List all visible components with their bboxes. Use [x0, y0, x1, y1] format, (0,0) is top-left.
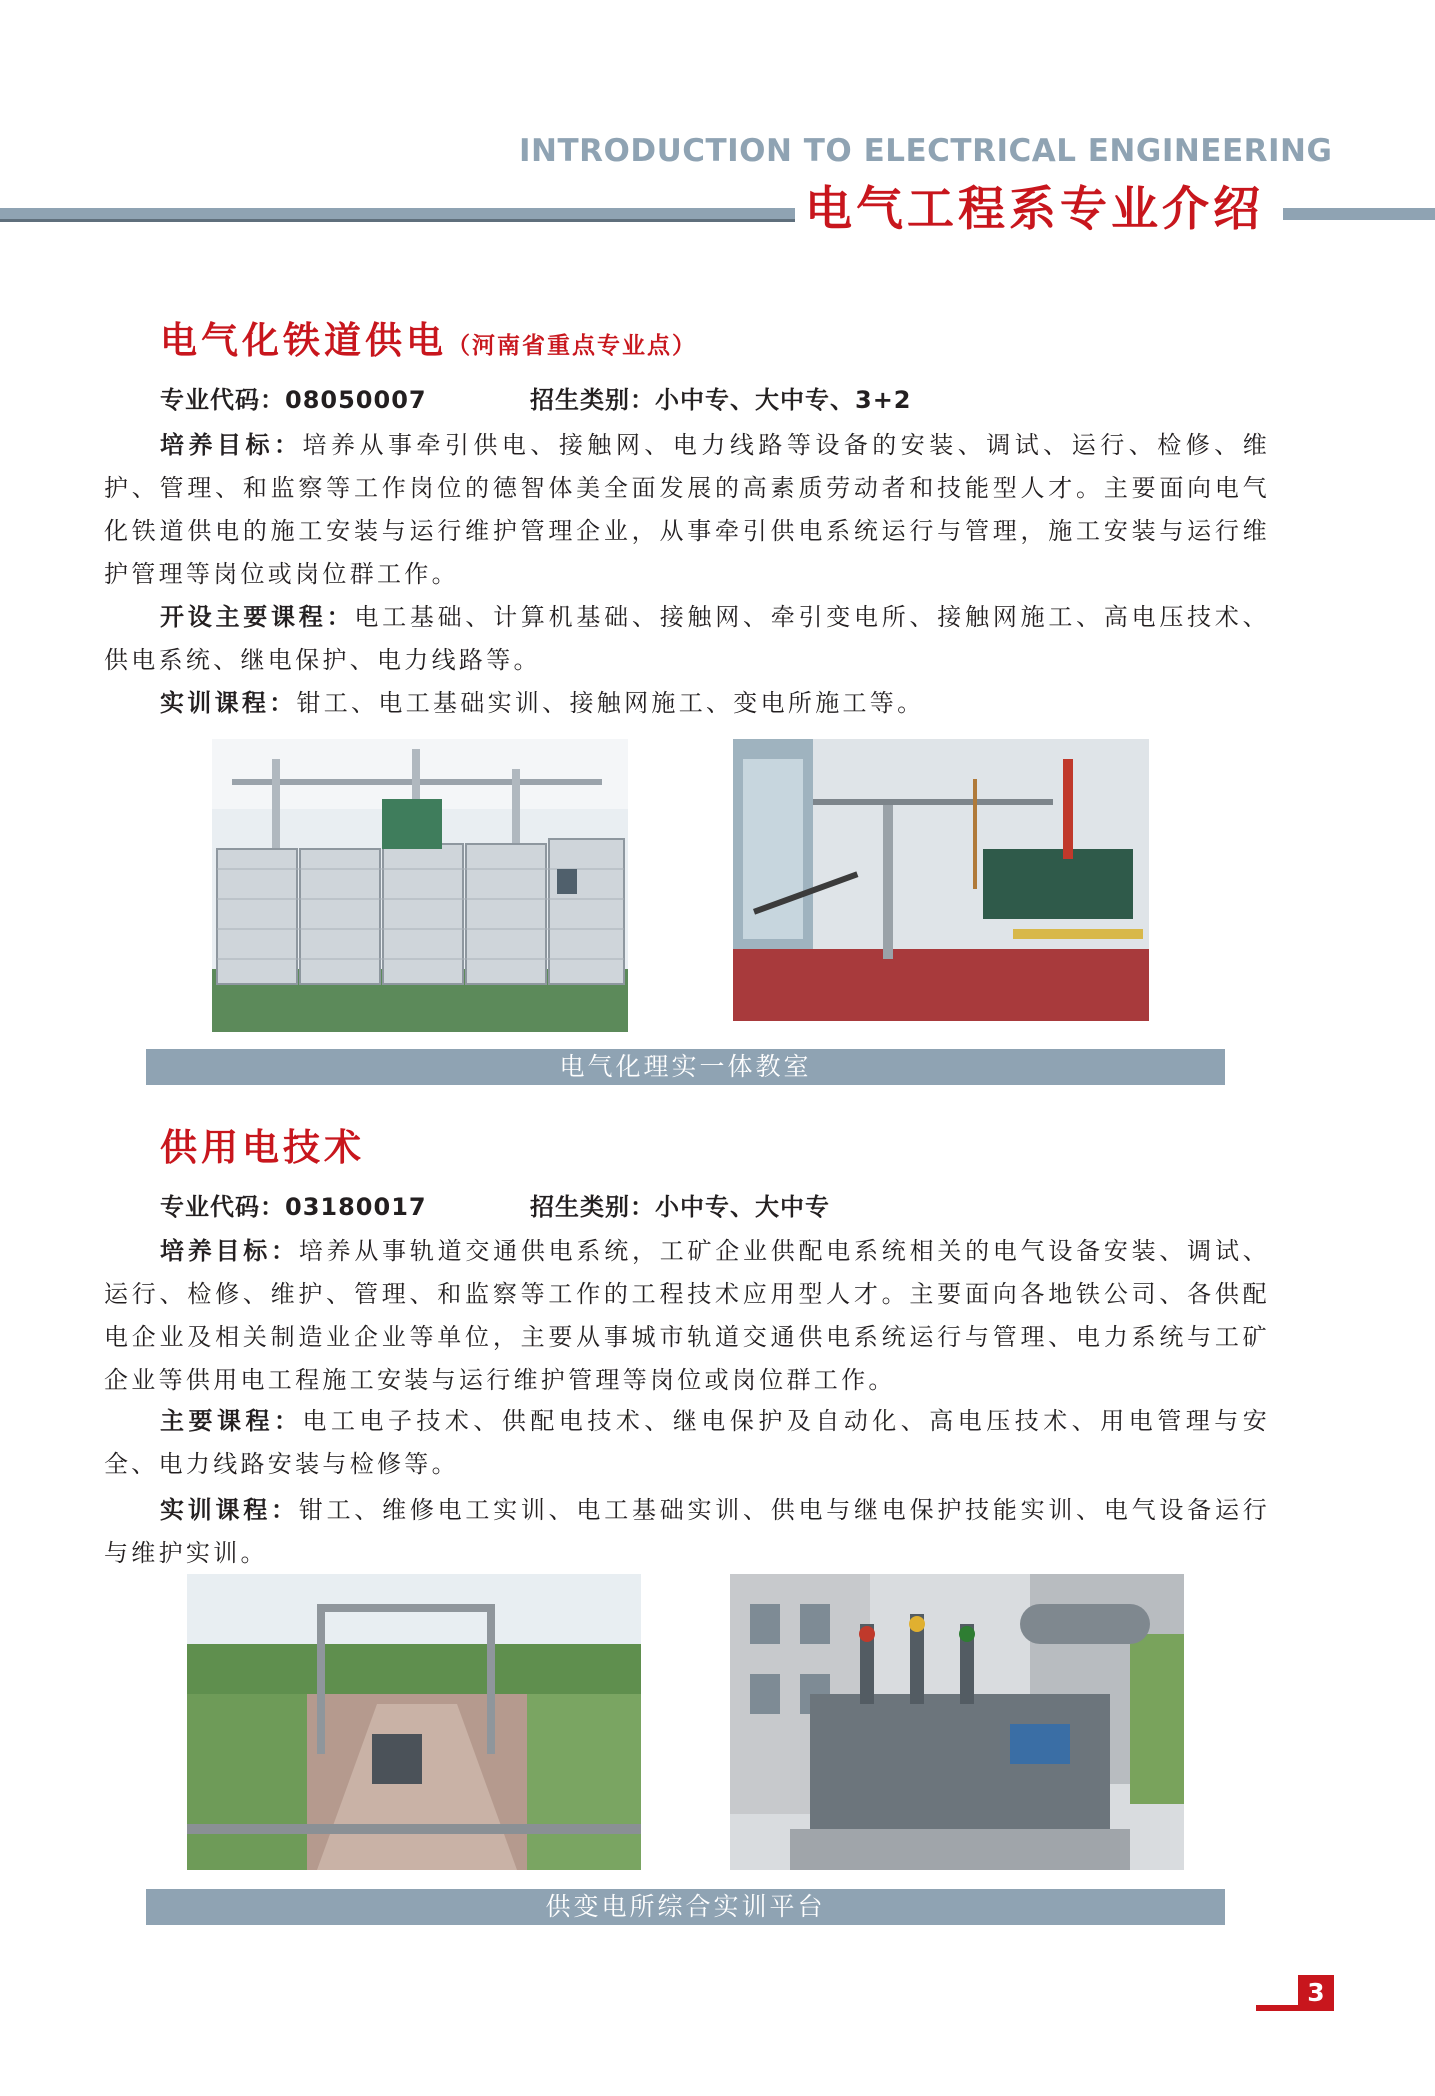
photo-classroom-switchgear — [212, 739, 628, 1032]
photo-catenary-lab — [733, 739, 1149, 1021]
header-rule-shadow — [0, 219, 795, 222]
section1-training-label: 实训课程： — [160, 689, 297, 717]
section2-goal-text: 培养从事轨道交通供电系统，工矿企业供配电系统相关的电气设备安装、调试、运行、检修、维护、管理、和监察等工作的工程技术应用型人才。主要面向各地铁公司、各供配电企业及相关制造业企业等单位，主要从事城市轨道交通供电系统运行与管理、电力系统与工矿企业等供用电工程施工安装与运行维护管理等岗位或岗位群工作。 — [104, 1237, 1271, 1394]
section2-title: 供用电技术 — [160, 1126, 365, 1169]
section1-courses — [104, 596, 1270, 682]
section2-category-line — [530, 1187, 830, 1222]
section2-training — [104, 1489, 1270, 1575]
section2-code-label: 专业代码： — [160, 1193, 285, 1221]
header-chinese-title: 电气工程系专业介绍 — [805, 182, 1264, 237]
section2-heading — [160, 1117, 365, 1171]
section1-title: 电气化铁道供电 — [160, 319, 447, 362]
section1-goal-text: 培养从事牵引供电、接触网、电力线路等设备的安装、调试、运行、检修、维护、管理、和监察等工作岗位的德智体美全面发展的高素质劳动者和技能型人才。主要面向电气化铁道供电的施工安装与运行维护管理企业，从事牵引供电系统运行与管理，施工安装与运行维护管理等岗位或岗位群工作。 — [104, 431, 1271, 588]
header-english-title: INTRODUCTION TO ELECTRICAL ENGINEERING — [519, 133, 1333, 169]
section2-courses-text: 电工电子技术、供配电技术、继电保护及自动化、高电压技术、用电管理与安全、电力线路安装与检修等。 — [104, 1407, 1271, 1478]
section2-goal-label: 培养目标： — [160, 1237, 299, 1265]
section2-category: 小中专、大中专 — [655, 1193, 830, 1221]
section1-category: 小中专、大中专、3+2 — [655, 386, 912, 414]
section1-code-line — [160, 380, 427, 415]
section1-heading — [160, 310, 697, 364]
page-number-rule — [1256, 2005, 1298, 2011]
page-number: 3 — [1298, 1975, 1334, 2011]
section1-training-text: 钳工、电工基础实训、接触网施工、变电所施工等。 — [296, 689, 925, 717]
section1-courses-label: 开设主要课程： — [160, 603, 355, 631]
section2-category-label: 招生类别： — [530, 1193, 655, 1221]
section1-goal-label: 培养目标： — [160, 431, 303, 459]
section1-code-label: 专业代码： — [160, 386, 285, 414]
photo-substation-yard — [187, 1574, 641, 1870]
section1-code: 08050007 — [285, 386, 427, 414]
section2-photo-caption: 供变电所综合实训平台 — [146, 1889, 1225, 1925]
section1-subtitle: （河南省重点专业点） — [447, 333, 697, 359]
section1-category-line — [530, 380, 912, 415]
section2-training-label: 实训课程： — [160, 1496, 299, 1524]
section2-courses-label: 主要课程： — [160, 1407, 303, 1435]
section1-training — [104, 682, 1270, 725]
section2-courses — [104, 1400, 1270, 1486]
section1-goal — [104, 424, 1270, 596]
section1-category-label: 招生类别： — [530, 386, 655, 414]
section1-courses-text: 电工基础、计算机基础、接触网、牵引变电所、接触网施工、高电压技术、供电系统、继电保护、电力线路等。 — [104, 603, 1270, 674]
section2-code: 03180017 — [285, 1193, 427, 1221]
header-rule-right — [1283, 208, 1435, 220]
section2-training-text: 钳工、维修电工实训、电工基础实训、供电与继电保护技能实训、电气设备运行与维护实训。 — [104, 1496, 1271, 1567]
section1-photo-caption: 电气化理实一体教室 — [146, 1049, 1225, 1085]
photo-transformer — [730, 1574, 1184, 1870]
section2-code-line — [160, 1187, 427, 1222]
section2-goal — [104, 1230, 1270, 1402]
